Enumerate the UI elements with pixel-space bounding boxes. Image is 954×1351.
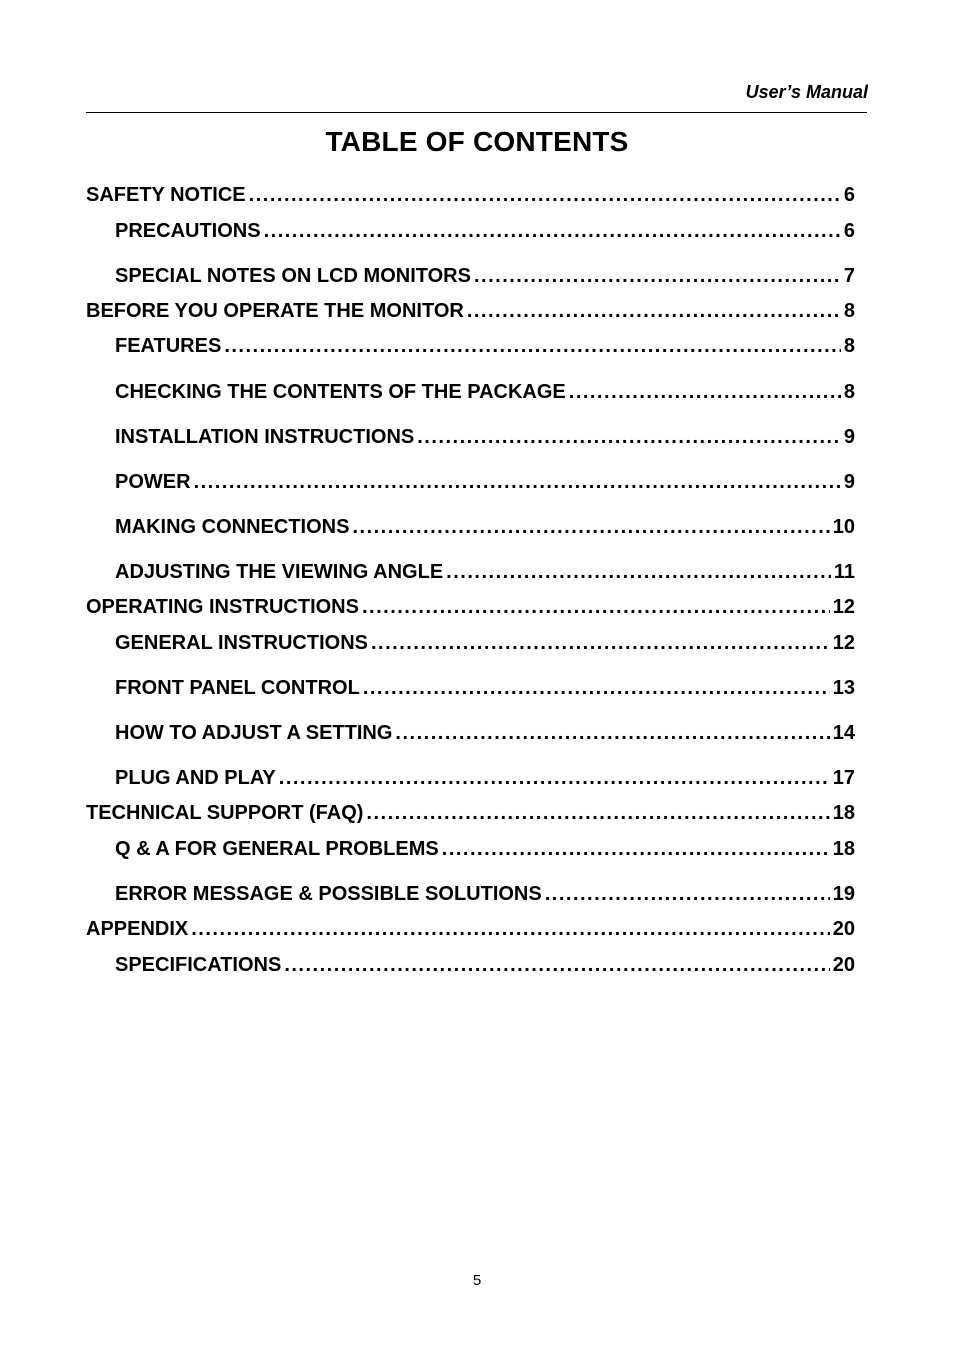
toc-entry-adjust-setting[interactable] xyxy=(115,720,855,746)
toc-entry-title: OPERATING INSTRUCTIONS xyxy=(86,596,359,618)
toc-entry-title: MAKING CONNECTIONS xyxy=(115,516,350,538)
toc-entry-title: FEATURES xyxy=(115,335,222,357)
toc-entry-front-panel-control[interactable] xyxy=(115,675,855,701)
toc-entry-page: 13 xyxy=(832,677,855,699)
toc-entry-appendix[interactable] xyxy=(86,916,855,942)
running-header: User’s Manual xyxy=(745,82,868,102)
toc-entry-precautions[interactable] xyxy=(115,218,855,244)
toc-entry-title: SPECIAL NOTES ON LCD MONITORS xyxy=(115,265,471,287)
toc-entry-title: POWER xyxy=(115,471,191,493)
dot-leader xyxy=(467,298,841,324)
toc-entry-title: SAFETY NOTICE xyxy=(86,184,246,206)
toc-entry-title: GENERAL INSTRUCTIONS xyxy=(115,632,368,654)
toc-entry-operating-instructions[interactable] xyxy=(86,594,855,620)
dot-leader xyxy=(249,182,841,208)
toc-entry-before-you-operate[interactable] xyxy=(86,298,855,324)
dot-leader xyxy=(194,469,841,495)
toc-entry-title: PRECAUTIONS xyxy=(115,220,261,242)
toc-entry-installation-instructions[interactable] xyxy=(115,424,855,450)
dot-leader xyxy=(442,836,830,862)
toc-entry-page: 20 xyxy=(832,918,855,940)
toc-entry-page: 12 xyxy=(832,596,855,618)
toc-entry-title: CHECKING THE CONTENTS OF THE PACKAGE xyxy=(115,381,566,403)
toc-entry-page: 20 xyxy=(832,954,855,976)
toc-entry-error-messages[interactable] xyxy=(115,881,855,907)
toc-entry-viewing-angle[interactable] xyxy=(115,559,855,585)
toc-entry-title: ERROR MESSAGE & POSSIBLE SOLUTIONS xyxy=(115,883,542,905)
page-title: TABLE OF CONTENTS xyxy=(325,126,629,157)
toc-entry-special-notes[interactable] xyxy=(115,263,855,289)
dot-leader xyxy=(395,720,829,746)
toc-entry-page: 9 xyxy=(843,426,855,448)
toc-entry-page: 8 xyxy=(843,300,855,322)
dot-leader xyxy=(224,333,841,359)
toc-entry-page: 17 xyxy=(832,767,855,789)
toc-entry-title: Q & A FOR GENERAL PROBLEMS xyxy=(115,838,439,860)
dot-leader xyxy=(279,765,830,791)
toc-entry-title: PLUG AND PLAY xyxy=(115,767,276,789)
toc-entry-page: 14 xyxy=(832,722,855,744)
toc-entry-safety-notice[interactable] xyxy=(86,182,855,208)
toc-entry-title: BEFORE YOU OPERATE THE MONITOR xyxy=(86,300,464,322)
toc-entry-page: 6 xyxy=(843,220,855,242)
dot-leader xyxy=(569,379,841,405)
toc-entry-page: 6 xyxy=(843,184,855,206)
dot-leader xyxy=(545,881,830,907)
toc-entry-specifications[interactable] xyxy=(115,952,855,978)
toc-entry-checking-contents[interactable] xyxy=(115,379,855,405)
toc-entry-page: 9 xyxy=(843,471,855,493)
dot-leader xyxy=(264,218,841,244)
toc-entry-page: 18 xyxy=(832,802,855,824)
toc-entry-making-connections[interactable] xyxy=(115,514,855,540)
toc-entry-page: 7 xyxy=(843,265,855,287)
toc-entry-general-instructions[interactable] xyxy=(115,630,855,656)
page-number: 5 xyxy=(472,1272,482,1289)
toc-entry-page: 10 xyxy=(832,516,855,538)
toc-entry-page: 8 xyxy=(843,381,855,403)
dot-leader xyxy=(191,916,830,942)
dot-leader xyxy=(371,630,830,656)
dot-leader xyxy=(363,675,830,701)
dot-leader xyxy=(284,952,829,978)
toc-entry-page: 11 xyxy=(833,561,855,583)
toc-entry-title: APPENDIX xyxy=(86,918,189,940)
dot-leader xyxy=(474,263,841,289)
toc-entry-power[interactable] xyxy=(115,469,855,495)
toc-entry-title: SPECIFICATIONS xyxy=(115,954,282,976)
toc-entry-title: INSTALLATION INSTRUCTIONS xyxy=(115,426,415,448)
toc-entry-page: 12 xyxy=(832,632,855,654)
dot-leader xyxy=(417,424,841,450)
dot-leader xyxy=(362,594,830,620)
toc-entry-page: 19 xyxy=(832,883,855,905)
toc-entry-qa-general-problems[interactable] xyxy=(115,836,855,862)
dot-leader xyxy=(352,514,829,540)
toc-entry-features[interactable] xyxy=(115,333,855,359)
toc-entry-page: 8 xyxy=(843,335,855,357)
toc-entry-plug-and-play[interactable] xyxy=(115,765,855,791)
toc-entry-technical-support[interactable] xyxy=(86,800,855,826)
header-divider xyxy=(86,112,867,113)
dot-leader xyxy=(446,559,831,585)
toc-entry-title: FRONT PANEL CONTROL xyxy=(115,677,360,699)
dot-leader xyxy=(366,800,829,826)
toc-entry-title: HOW TO ADJUST A SETTING xyxy=(115,722,393,744)
toc-entry-page: 18 xyxy=(832,838,855,860)
toc-entry-title: TECHNICAL SUPPORT (FAQ) xyxy=(86,802,364,824)
toc-entry-title: ADJUSTING THE VIEWING ANGLE xyxy=(115,561,444,583)
